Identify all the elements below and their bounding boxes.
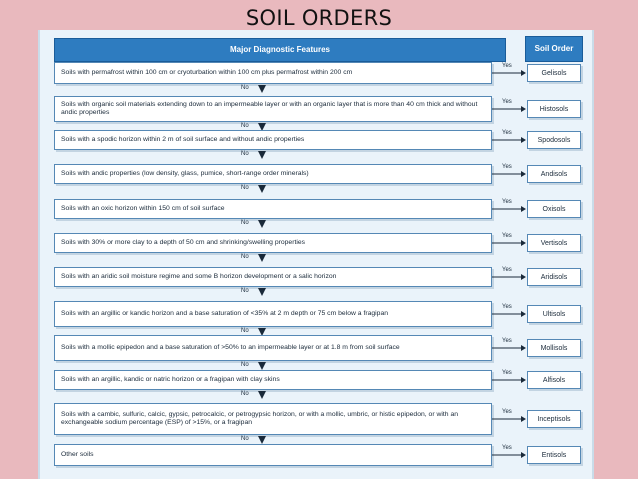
yes-arrow-icon (492, 274, 526, 280)
no-label: No (241, 185, 249, 191)
no-arrow-icon (258, 220, 266, 228)
soil-order-box: Inceptisols (527, 410, 581, 428)
yes-label: Yes (502, 370, 512, 376)
soil-order-box: Aridisols (527, 268, 581, 286)
no-arrow-icon (258, 151, 266, 159)
soil-order-box: Gelisols (527, 64, 581, 82)
soil-order-box: Andisols (527, 165, 581, 183)
no-label: No (241, 391, 249, 397)
no-label: No (241, 123, 249, 129)
yes-arrow-icon (492, 171, 526, 177)
yes-label: Yes (502, 267, 512, 273)
soil-order-box: Spodosols (527, 131, 581, 149)
yes-label: Yes (502, 409, 512, 415)
no-arrow-icon (258, 185, 266, 193)
soil-order-header: Soil Order (525, 36, 583, 62)
yes-arrow-icon (492, 240, 526, 246)
soil-order-box: Entisols (527, 446, 581, 464)
no-label: No (241, 220, 249, 226)
criteria-box: Soils with an aridic soil moisture regime and some B horizon development or a salic horizon (54, 267, 492, 287)
yes-label: Yes (502, 99, 512, 105)
yes-label: Yes (502, 63, 512, 69)
yes-arrow-icon (492, 416, 526, 422)
no-arrow-icon (258, 391, 266, 399)
criteria-box: Soils with a mollic epipedon and a base saturation of >50% to an impermeable layer or at 1.8 m from soil surface (54, 335, 492, 361)
no-label: No (241, 85, 249, 91)
soil-key-diagram (38, 30, 594, 479)
yes-label: Yes (502, 164, 512, 170)
no-arrow-icon (258, 436, 266, 444)
criteria-box: Other soils (54, 444, 492, 466)
criteria-box: Soils with organic soil materials extending down to an impermeable layer or with an organic layer that is more than 40 cm thick and without andic properties (54, 96, 492, 122)
yes-label: Yes (502, 199, 512, 205)
no-arrow-icon (258, 362, 266, 370)
criteria-box: Soils with permafrost within 100 cm or cryoturbation within 100 cm plus permafrost within 200 cm (54, 62, 492, 84)
criteria-box: Soils with andic properties (low density, glass, pumice, short-range order minerals) (54, 164, 492, 184)
yes-arrow-icon (492, 452, 526, 458)
yes-arrow-icon (492, 137, 526, 143)
soil-order-box: Ultisols (527, 305, 581, 323)
no-label: No (241, 254, 249, 260)
criteria-box: Soils with 30% or more clay to a depth of 50 cm and shrinking/swelling properties (54, 233, 492, 253)
yes-arrow-icon (492, 106, 526, 112)
soil-order-box: Oxisols (527, 200, 581, 218)
yes-label: Yes (502, 338, 512, 344)
soil-order-box: Mollisols (527, 339, 581, 357)
yes-arrow-icon (492, 206, 526, 212)
soil-order-box: Alfisols (527, 371, 581, 389)
yes-arrow-icon (492, 345, 526, 351)
criteria-box: Soils with an oxic horizon within 150 cm of soil surface (54, 199, 492, 219)
yes-label: Yes (502, 445, 512, 451)
yes-label: Yes (502, 304, 512, 310)
no-arrow-icon (258, 254, 266, 262)
yes-label: Yes (502, 130, 512, 136)
diagnostic-features-header: Major Diagnostic Features (54, 38, 506, 62)
no-label: No (241, 436, 249, 442)
criteria-box: Soils with an argillic or kandic horizon and a base saturation of <35% at 2 m depth or 75 cm below a fragipan (54, 301, 492, 327)
criteria-box: Soils with an argillic, kandic or natric horizon or a fragipan with clay skins (54, 370, 492, 390)
yes-arrow-icon (492, 70, 526, 76)
no-label: No (241, 328, 249, 334)
soil-order-box: Histosols (527, 100, 581, 118)
slide-title: SOIL ORDERS (245, 6, 393, 30)
no-arrow-icon (258, 288, 266, 296)
no-label: No (241, 362, 249, 368)
criteria-box: Soils with a spodic horizon within 2 m of soil surface and without andic properties (54, 130, 492, 150)
yes-arrow-icon (492, 311, 526, 317)
soil-order-box: Vertisols (527, 234, 581, 252)
no-label: No (241, 288, 249, 294)
criteria-box: Soils with a cambic, sulfuric, calcic, gypsic, petrocalcic, or petrogypsic horizon, or with a mollic, umbric, or histic epipedon, or with an exchangeable sodium percentage (ESP) of >15%, or a fragipan (54, 403, 492, 435)
yes-label: Yes (502, 233, 512, 239)
no-arrow-icon (258, 85, 266, 93)
yes-arrow-icon (492, 377, 526, 383)
no-label: No (241, 151, 249, 157)
